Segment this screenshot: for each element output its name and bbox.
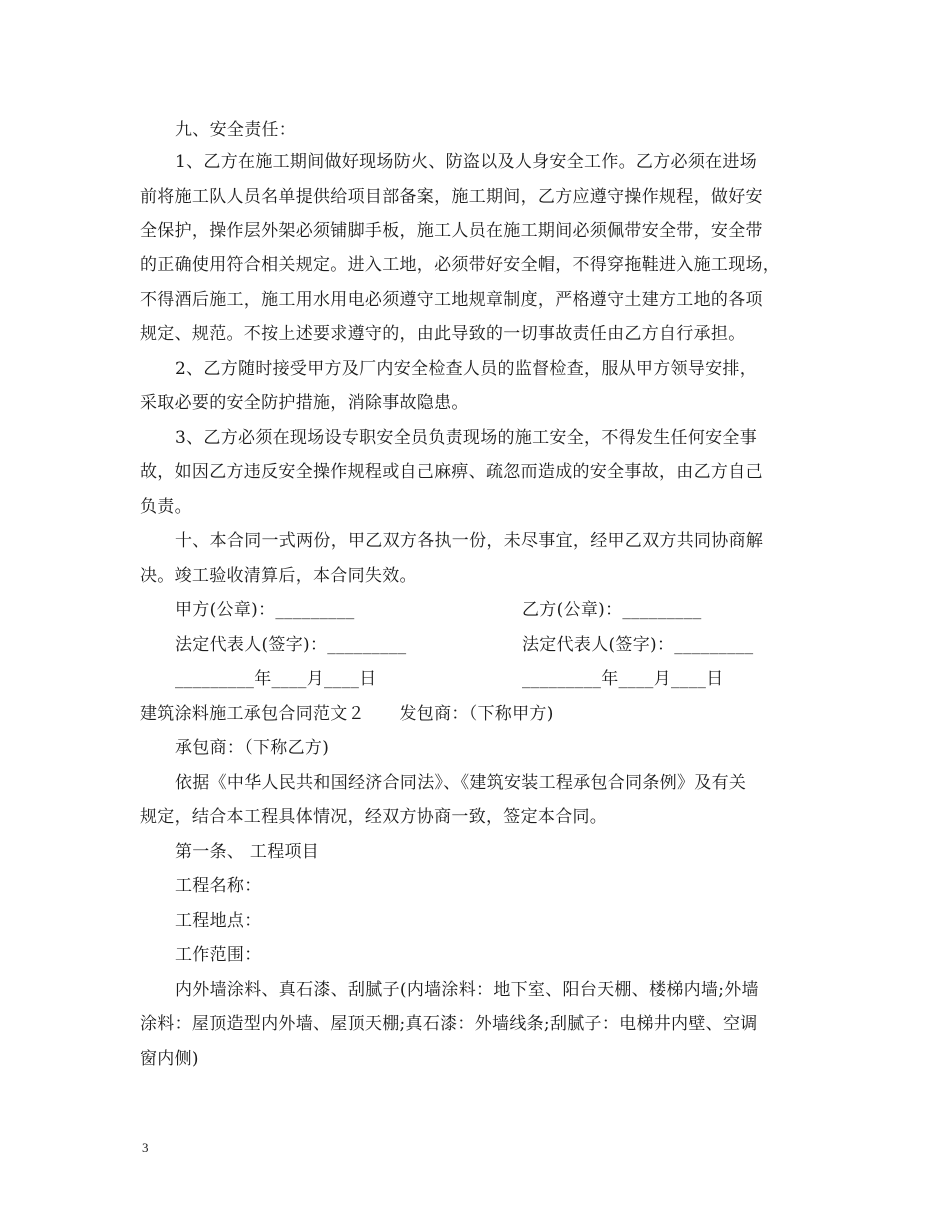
paragraph-line: 不得酒后施工，施工用水用电必须遵守工地规章制度，严格遵守土建方工地的各项	[140, 290, 763, 310]
party-a-representative-field: 法定代表人(签字)：_________	[175, 635, 407, 655]
party-b-seal-field: 乙方(公章)：_________	[522, 600, 702, 620]
paragraph-line: 规定、规范。不按上述要求遵守的，由此导致的一切事故责任由乙方自行承担。	[140, 324, 746, 344]
paragraph-line: 依据《中华人民共和国经济合同法》、《建筑安装工程承包合同条例》及有关	[175, 773, 747, 793]
paragraph-line: 负责。	[140, 497, 192, 517]
paragraph-line: 1、乙方在施工期间做好现场防火、防盗以及人身安全工作。乙方必须在进场	[175, 152, 758, 172]
paragraph-line: 前将施工队人员名单提供给项目部备案，施工期间，乙方应遵守操作规程，做好安	[140, 187, 763, 207]
paragraph-line: 2、乙方随时接受甲方及厂内安全检查人员的监督检查，服从甲方领导安排，	[175, 359, 758, 379]
paragraph-line: 十、本合同一式两份，甲乙双方各执一份，未尽事宜，经甲乙双方共同协商解	[175, 531, 764, 551]
party-a-date-field: _________年____月____日	[175, 669, 377, 689]
paragraph-line: 承包商：（下称乙方)	[175, 738, 330, 758]
section-heading-safety: 九、安全责任：	[175, 120, 297, 140]
paragraph-line: 规定，结合本工程具体情况，经双方协商一致，签定本合同。	[140, 807, 608, 827]
paragraph-line: 的正确使用符合相关规定。进入工地，必须带好安全帽，不得穿拖鞋进入施工现场，	[140, 255, 781, 275]
page-number: 3	[142, 1140, 149, 1155]
paragraph-line: 全保护，操作层外架必须铺脚手板，施工人员在施工期间必须佩带安全带，安全带	[140, 221, 763, 241]
paragraph-line: 采取必要的安全防护措施，消除事故隐患。	[140, 393, 469, 413]
paragraph-line: 决。竣工验收清算后，本合同失效。	[140, 566, 417, 586]
party-b-representative-field: 法定代表人(签字)：_________	[522, 635, 754, 655]
work-scope-field: 工作范围：	[175, 945, 262, 965]
article-heading: 第一条、 工程项目	[175, 842, 320, 862]
project-name-field: 工程名称：	[175, 876, 262, 896]
party-b-date-field: _________年____月____日	[522, 669, 724, 689]
paragraph-line: 涂料：屋顶造型内外墙、屋顶天棚;真石漆：外墙线条;刮腻子：电梯井内壁、空调	[140, 1014, 758, 1034]
contract-title-line: 建筑涂料施工承包合同范文２ 发包商：（下称甲方)	[140, 704, 554, 724]
paragraph-line: 故，如因乙方违反安全操作规程或自己麻痹、疏忽而造成的安全事故，由乙方自己	[140, 462, 763, 482]
party-a-seal-field: 甲方(公章)：_________	[175, 600, 355, 620]
paragraph-line: 窗内侧)	[140, 1049, 199, 1069]
paragraph-line: 内外墙涂料、真石漆、刮腻子(内墙涂料：地下室、阳台天棚、楼梯内墙;外墙	[175, 980, 759, 1000]
paragraph-line: 3、乙方必须在现场设专职安全员负责现场的施工安全，不得发生任何安全事	[175, 428, 758, 448]
project-location-field: 工程地点：	[175, 911, 262, 931]
